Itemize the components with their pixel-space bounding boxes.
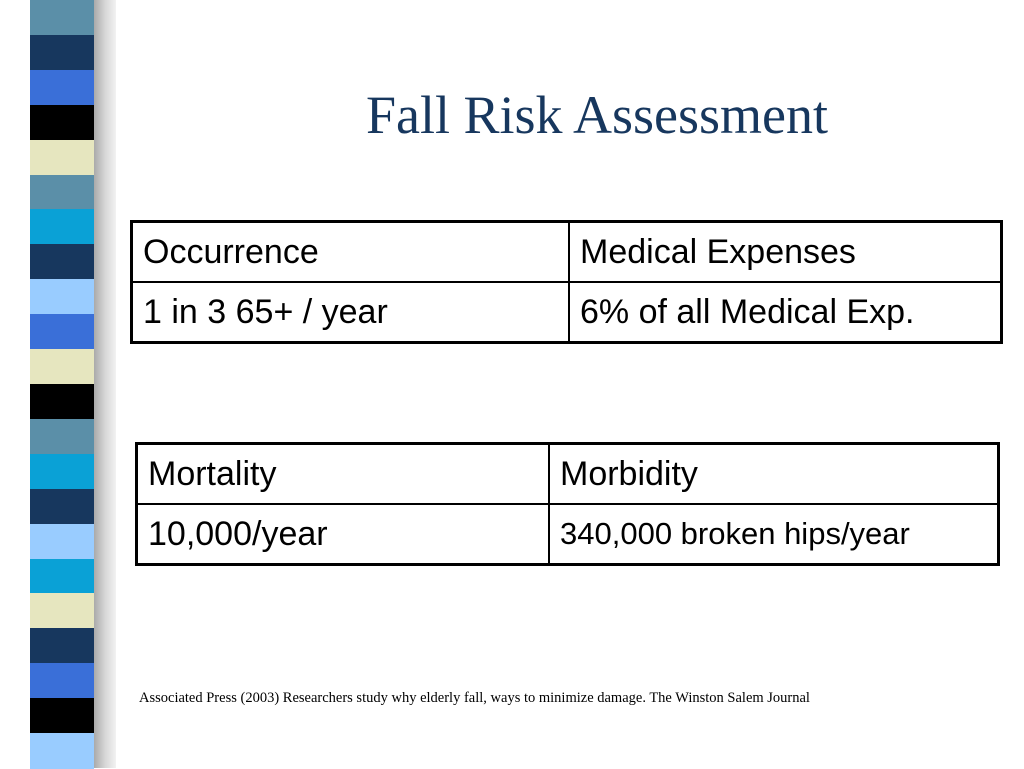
stripe-segment (30, 314, 94, 350)
stripe-segment (30, 384, 94, 420)
table-header-row (132, 222, 1002, 283)
header-medical-expenses: Medical Expenses (569, 222, 1002, 283)
stripe-segment (30, 663, 94, 699)
stripe-segment (30, 209, 94, 245)
stripe-segment (30, 733, 94, 769)
decorative-stripe-bar (0, 0, 120, 768)
stripe-segment (30, 559, 94, 595)
stripe-segment (30, 628, 94, 664)
header-mortality: Mortality (137, 444, 550, 505)
stripe-band (30, 0, 94, 768)
cell-mortality-value: 10,000/year (137, 504, 550, 565)
stripe-segment (30, 70, 94, 106)
stripe-segment (30, 454, 94, 490)
table-row (132, 282, 1002, 343)
table-row (137, 504, 999, 565)
header-occurrence: Occurrence (132, 222, 570, 283)
table-header-row (137, 444, 999, 505)
header-morbidity: Morbidity (549, 444, 999, 505)
stripe-segment (30, 0, 94, 36)
mortality-morbidity-table (135, 442, 1000, 566)
stripe-segment (30, 35, 94, 71)
stripe-segment (30, 349, 94, 385)
stripe-segment (30, 175, 94, 211)
cell-morbidity-value: 340,000 broken hips/year (549, 504, 999, 565)
stripe-segment (30, 105, 94, 141)
stripe-segment (30, 593, 94, 629)
occurrence-expenses-table (130, 220, 1003, 344)
slide-title: Fall Risk Assessment (365, 85, 829, 145)
stripe-segment (30, 244, 94, 280)
stripe-segment (30, 279, 94, 315)
cell-occurrence-value: 1 in 3 65+ / year (132, 282, 570, 343)
stripe-segment (30, 489, 94, 525)
stripe-segment (30, 419, 94, 455)
stripe-segment (30, 140, 94, 176)
stripe-segment (30, 524, 94, 560)
cell-expenses-value: 6% of all Medical Exp. (569, 282, 1002, 343)
stripe-segment (30, 698, 94, 734)
source-citation: Associated Press (2003) Researchers study why elderly fall, ways to minimize damage. The Winston Salem Journal (139, 690, 810, 706)
